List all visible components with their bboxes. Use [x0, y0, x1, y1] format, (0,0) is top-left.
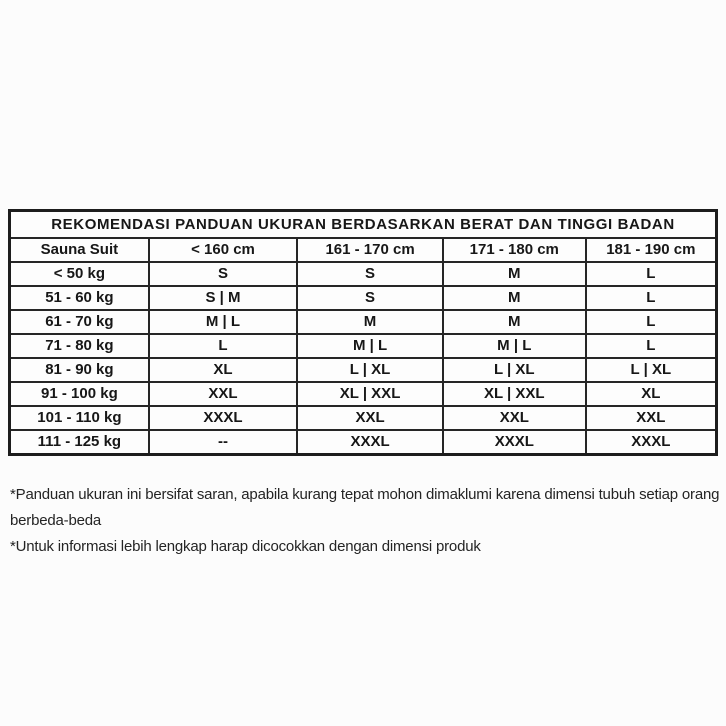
size-cell: XXXL — [297, 430, 443, 455]
size-guide-table — [8, 209, 718, 456]
weight-cell: < 50 kg — [10, 262, 149, 286]
weight-cell: 101 - 110 kg — [10, 406, 149, 430]
size-cell: M — [443, 310, 586, 334]
size-cell: XL | XXL — [297, 382, 443, 406]
size-cell: M — [443, 286, 586, 310]
size-cell: L — [586, 286, 717, 310]
column-header-161-170cm: 161 - 170 cm — [297, 238, 443, 262]
size-cell: M — [443, 262, 586, 286]
table-title-row — [10, 211, 717, 239]
size-cell: S | M — [149, 286, 297, 310]
table-row — [10, 382, 717, 406]
size-cell: XL | XXL — [443, 382, 586, 406]
size-cell: XL — [149, 358, 297, 382]
table-row — [10, 430, 717, 455]
footnotes — [10, 482, 722, 560]
column-header-171-180cm: 171 - 180 cm — [443, 238, 586, 262]
size-cell: -- — [149, 430, 297, 455]
size-cell: M | L — [149, 310, 297, 334]
size-cell: XXL — [149, 382, 297, 406]
size-cell: M | L — [443, 334, 586, 358]
table-row — [10, 358, 717, 382]
weight-cell: 111 - 125 kg — [10, 430, 149, 455]
size-cell: L — [586, 310, 717, 334]
size-cell: XL — [586, 382, 717, 406]
table-row — [10, 406, 717, 430]
weight-cell: 51 - 60 kg — [10, 286, 149, 310]
column-header-under-160cm: < 160 cm — [149, 238, 297, 262]
table-row — [10, 334, 717, 358]
table-header-row — [10, 238, 717, 262]
size-cell: XXXL — [443, 430, 586, 455]
size-cell: L | XL — [586, 358, 717, 382]
table-title: REKOMENDASI PANDUAN UKURAN BERDASARKAN BERAT DAN TINGGI BADAN — [10, 211, 717, 239]
size-cell: M | L — [297, 334, 443, 358]
size-cell: L — [586, 334, 717, 358]
size-cell: L — [586, 262, 717, 286]
size-cell: S — [297, 286, 443, 310]
weight-cell: 91 - 100 kg — [10, 382, 149, 406]
size-cell: XXXL — [586, 430, 717, 455]
footnote-more-info: *Untuk informasi lebih lengkap harap dicocokkan dengan dimensi produk — [10, 538, 481, 555]
size-table-body — [10, 262, 717, 455]
table-row — [10, 310, 717, 334]
weight-cell: 71 - 80 kg — [10, 334, 149, 358]
size-cell: S — [149, 262, 297, 286]
weight-cell: 81 - 90 kg — [10, 358, 149, 382]
table-row — [10, 262, 717, 286]
size-cell: M — [297, 310, 443, 334]
size-cell: XXL — [586, 406, 717, 430]
size-cell: XXL — [443, 406, 586, 430]
size-cell: XXL — [297, 406, 443, 430]
column-header-181-190cm: 181 - 190 cm — [586, 238, 717, 262]
weight-cell: 61 - 70 kg — [10, 310, 149, 334]
column-header-sauna-suit: Sauna Suit — [10, 238, 149, 262]
size-cell: L | XL — [297, 358, 443, 382]
size-cell: L — [149, 334, 297, 358]
size-cell: L | XL — [443, 358, 586, 382]
table-row — [10, 286, 717, 310]
size-cell: XXXL — [149, 406, 297, 430]
footnote-disclaimer: *Panduan ukuran ini bersifat saran, apabila kurang tepat mohon dimaklumi karena dimensi tubuh setiap orang berbeda-beda — [10, 486, 720, 529]
size-table-head — [10, 211, 717, 263]
size-cell: S — [297, 262, 443, 286]
